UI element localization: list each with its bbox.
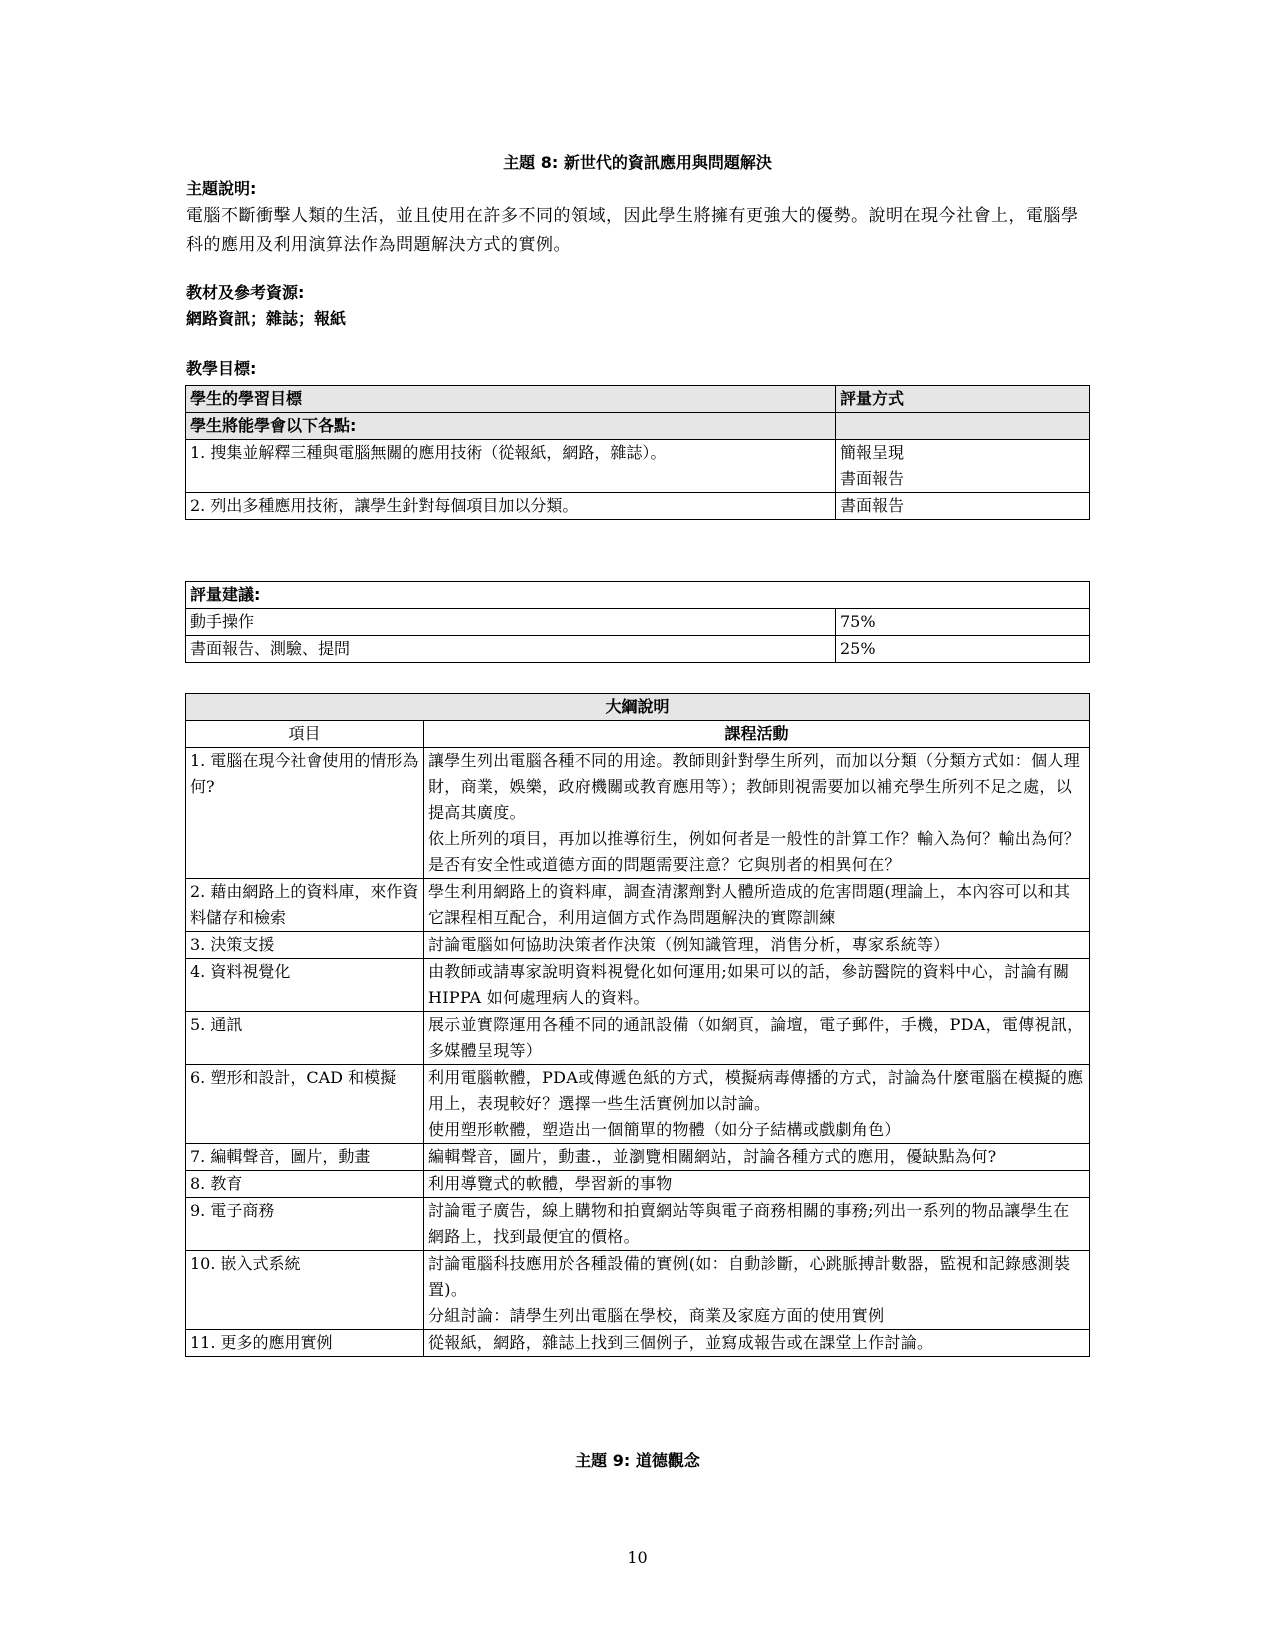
assessment-header: 評量建議:	[186, 582, 1090, 609]
activity-paragraph: 分組討論：請學生列出電腦在學校，商業及家庭方面的使用實例	[428, 1306, 885, 1325]
activity-paragraph: 討論電腦科技應用於各種設備的實例(如：自動診斷，心跳脈搏計數器，監視和記錄感測裝置)。	[428, 1254, 1071, 1299]
outline-activity	[424, 1065, 1090, 1144]
outline-activity	[424, 959, 1090, 1012]
outline-item: 10. 嵌入式系統	[186, 1251, 424, 1330]
outline-header-row	[186, 694, 1090, 721]
outline-activity	[424, 1144, 1090, 1171]
outline-item: 1. 電腦在現今社會使用的情形為何?	[186, 748, 424, 879]
objective-goal: 2. 列出多種應用技術，讓學生針對每個項目加以分類。	[186, 493, 836, 520]
assess-method: 書面報告	[840, 469, 905, 488]
table-row	[186, 636, 1090, 663]
assessment-header-row	[186, 582, 1090, 609]
assessment-table	[185, 581, 1090, 663]
table-row	[186, 1251, 1090, 1330]
next-section-title: 主題 9: 道德觀念	[575, 1451, 700, 1470]
activity-paragraph: 從報紙，網路，雜誌上找到三個例子，並寫成報告或在課堂上作討論。	[428, 1333, 934, 1352]
objective-goal: 1. 搜集並解釋三種與電腦無關的應用技術（從報紙，網路，雜誌）。	[186, 440, 836, 493]
outline-item: 2. 藉由網路上的資料庫，來作資料儲存和檢索	[186, 879, 424, 932]
table-row	[186, 1198, 1090, 1251]
objectives-section	[186, 356, 1086, 382]
assessment-weight: 75%	[836, 609, 1090, 636]
activity-paragraph: 學生利用網路上的資料庫，調查清潔劑對人體所造成的危害問題(理論上，本內容可以和其它課程相互配合，利用這個方式作為問題解決的實際訓練	[428, 882, 1071, 927]
table-row	[186, 1171, 1090, 1198]
table-row	[186, 959, 1090, 1012]
objective-assess	[836, 493, 1090, 520]
activity-paragraph: 編輯聲音，圖片，動畫.，並瀏覽相關網站，討論各種方式的應用，優缺點為何?	[428, 1147, 997, 1166]
activity-paragraph: 利用電腦軟體，PDA或傳遞色紙的方式，模擬病毒傳播的方式，討論為什麼電腦在模擬的應用上，表現較好？選擇一些生活實例加以討論。	[428, 1068, 1084, 1113]
outline-item: 7. 編輯聲音，圖片，動畫	[186, 1144, 424, 1171]
table-row	[186, 493, 1090, 520]
resources-section	[186, 280, 1086, 332]
objectives-label: 教學目標:	[186, 359, 257, 378]
activity-paragraph: 使用塑形軟體，塑造出一個簡單的物體（如分子結構或戲劇角色）	[428, 1120, 901, 1139]
activity-paragraph: 利用導覽式的軟體，學習新的事物	[428, 1174, 673, 1193]
outline-activity	[424, 1330, 1090, 1357]
outline-item: 11. 更多的應用實例	[186, 1330, 424, 1357]
activity-paragraph: 由教師或請專家說明資料視覺化如何運用;如果可以的話，參訪醫院的資料中心，討論有關 HIPPA 如何處理病人的資料。	[428, 962, 1070, 1007]
outline-activity	[424, 1012, 1090, 1065]
outline-item: 3. 決策支援	[186, 932, 424, 959]
table-row	[186, 932, 1090, 959]
outline-item: 8. 教育	[186, 1171, 424, 1198]
table-row	[186, 1330, 1090, 1357]
activity-paragraph: 依上所列的項目，再加以推導衍生，例如何者是一般性的計算工作？輸入為何？輸出為何？是否有安全性或道德方面的問題需要注意？它與別者的相異何在？	[428, 829, 1081, 874]
activity-paragraph: 討論電腦如何協助決策者作決策（例知識管理，消售分析，專家系統等）	[428, 935, 950, 954]
page-number: 10	[627, 1548, 648, 1567]
table-row	[186, 879, 1090, 932]
outline-activity	[424, 879, 1090, 932]
assessment-item: 動手操作	[186, 609, 836, 636]
assessment-item: 書面報告、測驗、提問	[186, 636, 836, 663]
objectives-table	[185, 385, 1090, 520]
outline-activity	[424, 1198, 1090, 1251]
assessment-weight: 25%	[836, 636, 1090, 663]
description-text: 電腦不斷衝擊人類的生活，並且使用在許多不同的領域，因此學生將擁有更強大的優勢。說明在現今社會上，電腦學科的應用及利用演算法作為問題解決方式的實例。	[186, 206, 1079, 255]
outline-activity	[424, 748, 1090, 879]
outline-item: 5. 通訊	[186, 1012, 424, 1065]
table-row	[186, 1065, 1090, 1144]
objectives-subheader-empty	[836, 413, 1090, 440]
table-row	[186, 1144, 1090, 1171]
outline-item: 9. 電子商務	[186, 1198, 424, 1251]
activity-paragraph: 討論電子廣告，線上購物和拍賣網站等與電子商務相關的事務;列出一系列的物品讓學生在網路上，找到最便宜的價格。	[428, 1201, 1070, 1246]
activity-paragraph: 展示並實際運用各種不同的通訊設備（如網頁，論壇，電子郵件，手機，PDA，電傳視訊，多媒體呈現等）	[428, 1015, 1084, 1060]
objectives-subheader-row	[186, 413, 1090, 440]
table-row	[186, 440, 1090, 493]
objectives-header-assess: 評量方式	[836, 386, 1090, 413]
objectives-header-goal: 學生的學習目標	[186, 386, 836, 413]
outline-header: 大綱說明	[186, 694, 1090, 721]
outline-col-item: 項目	[186, 721, 424, 748]
objectives-header-row	[186, 386, 1090, 413]
table-row	[186, 1012, 1090, 1065]
assess-method: 簡報呈現	[840, 443, 905, 462]
outline-activity	[424, 932, 1090, 959]
outline-item: 6. 塑形和設計，CAD 和模擬	[186, 1065, 424, 1144]
table-row	[186, 748, 1090, 879]
page-title: 主題 8: 新世代的資訊應用與問題解決	[503, 153, 772, 172]
description-section	[186, 176, 1086, 260]
objective-assess	[836, 440, 1090, 493]
outline-table	[185, 693, 1090, 1357]
resources-label: 教材及參考資源:	[186, 283, 305, 302]
activity-paragraph: 讓學生列出電腦各種不同的用途。教師則針對學生所列，而加以分類（分類方式如：個人理財，商業，娛樂，政府機關或教育應用等）；教師則視需要加以補充學生所列不足之處，以提高其廣度。	[428, 751, 1081, 822]
assess-method: 書面報告	[840, 496, 905, 515]
objectives-subheader: 學生將能學會以下各點:	[186, 413, 836, 440]
outline-activity	[424, 1171, 1090, 1198]
outline-item: 4. 資料視覺化	[186, 959, 424, 1012]
table-row	[186, 609, 1090, 636]
outline-columns-row	[186, 721, 1090, 748]
outline-col-activity: 課程活動	[424, 721, 1090, 748]
outline-activity	[424, 1251, 1090, 1330]
description-label: 主題說明:	[186, 179, 257, 198]
resources-text: 網路資訊；雜誌；報紙	[186, 309, 347, 328]
